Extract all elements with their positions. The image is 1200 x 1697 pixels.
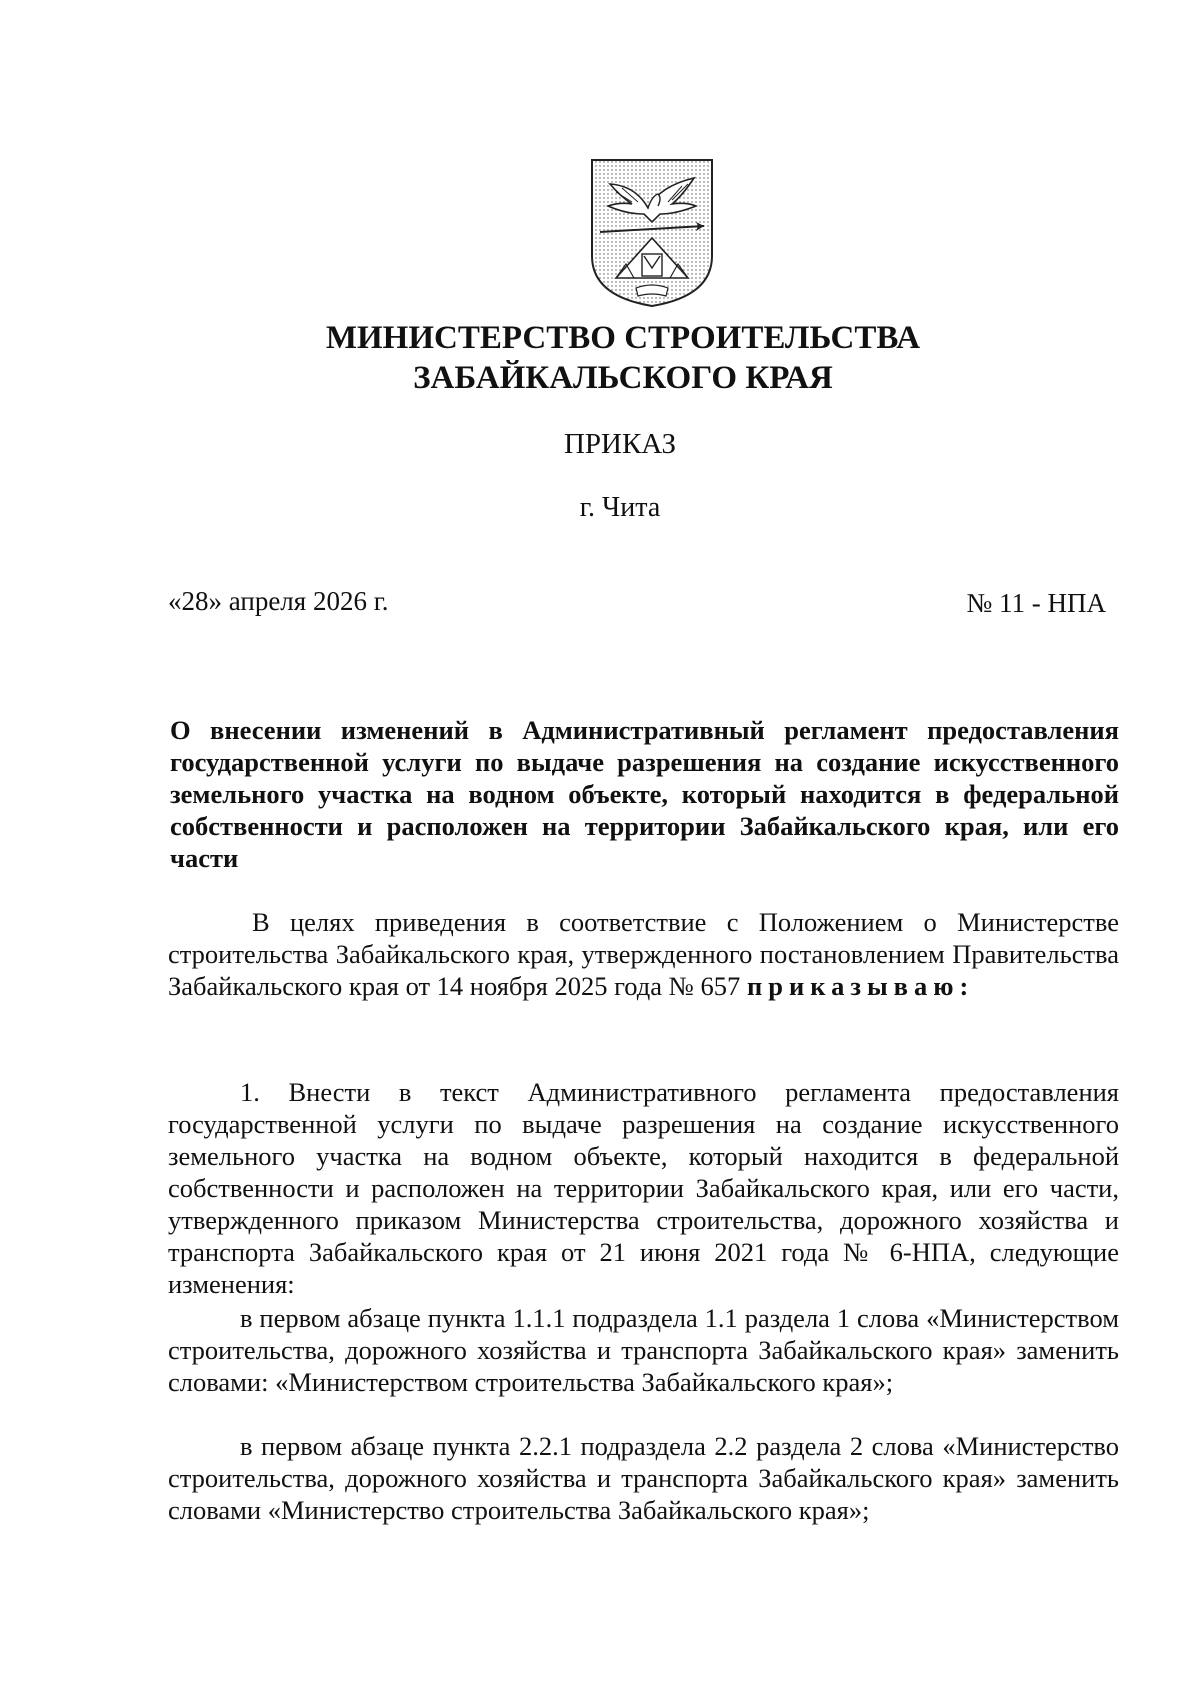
- document-date: «28» апреля 2026 г.: [168, 586, 389, 616]
- change-2-paragraph: в первом абзаце пункта 2.2.1 подраздела 2.2 раздела 2 слова «Министерство строительства, дорожного хозяйства и транспорта Забайкальского края» заменить словами «Министерство строительства Забайкальского края»;: [168, 1431, 1119, 1525]
- preamble-text: В целях приведения в соответствие с Положением о Министерстве строительства Забайкальского края, утвержденного постановлением Правительства Забайкальского края от 14 ноября 2025 года № 657: [168, 907, 1119, 1001]
- preamble-paragraph: [168, 906, 1119, 1002]
- document-number: № 11 - НПА: [966, 588, 1106, 618]
- organization-name-line1: МИНИСТЕРСТВО СТРОИТЕЛЬСТВА: [325, 320, 921, 356]
- organization-name: [0, 318, 1200, 398]
- item-1-paragraph: 1. Внести в текст Административного регламента предоставления государственной услуги по выдаче разрешения на создание искусственного земельного участка на водном объекте, который находится в федеральной собственности и расположен на территории Забайкальского края, или его части, утвержденного приказом Министерства строительства, дорожного хозяйства и транспорта Забайкальского края от 21 июня 2021 года № 6-НПА, следующие изменения:: [168, 1077, 1119, 1299]
- organization-name-line2: ЗАБАЙКАЛЬСКОГО КРАЯ: [413, 360, 833, 396]
- document-type: ПРИКАЗ: [563, 428, 677, 460]
- coat-of-arms-emblem: [586, 156, 718, 310]
- order-word: приказываю:: [746, 971, 975, 1001]
- document-title: О внесении изменений в Административный регламент предоставления государственной услуги по выдаче разрешения на создание искусственного земельного участка на водном объекте, который находится в федеральной собственности и расположен на территории Забайкальского края, или его части: [170, 715, 1119, 873]
- change-1-paragraph: в первом абзаце пункта 1.1.1 подраздела 1.1 раздела 1 слова «Министерством строительства, дорожного хозяйства и транспорта Забайкальского края» заменить словами: «Министерством строительства Забайкальского края»;: [168, 1303, 1119, 1397]
- document-city: г. Чита: [579, 492, 661, 523]
